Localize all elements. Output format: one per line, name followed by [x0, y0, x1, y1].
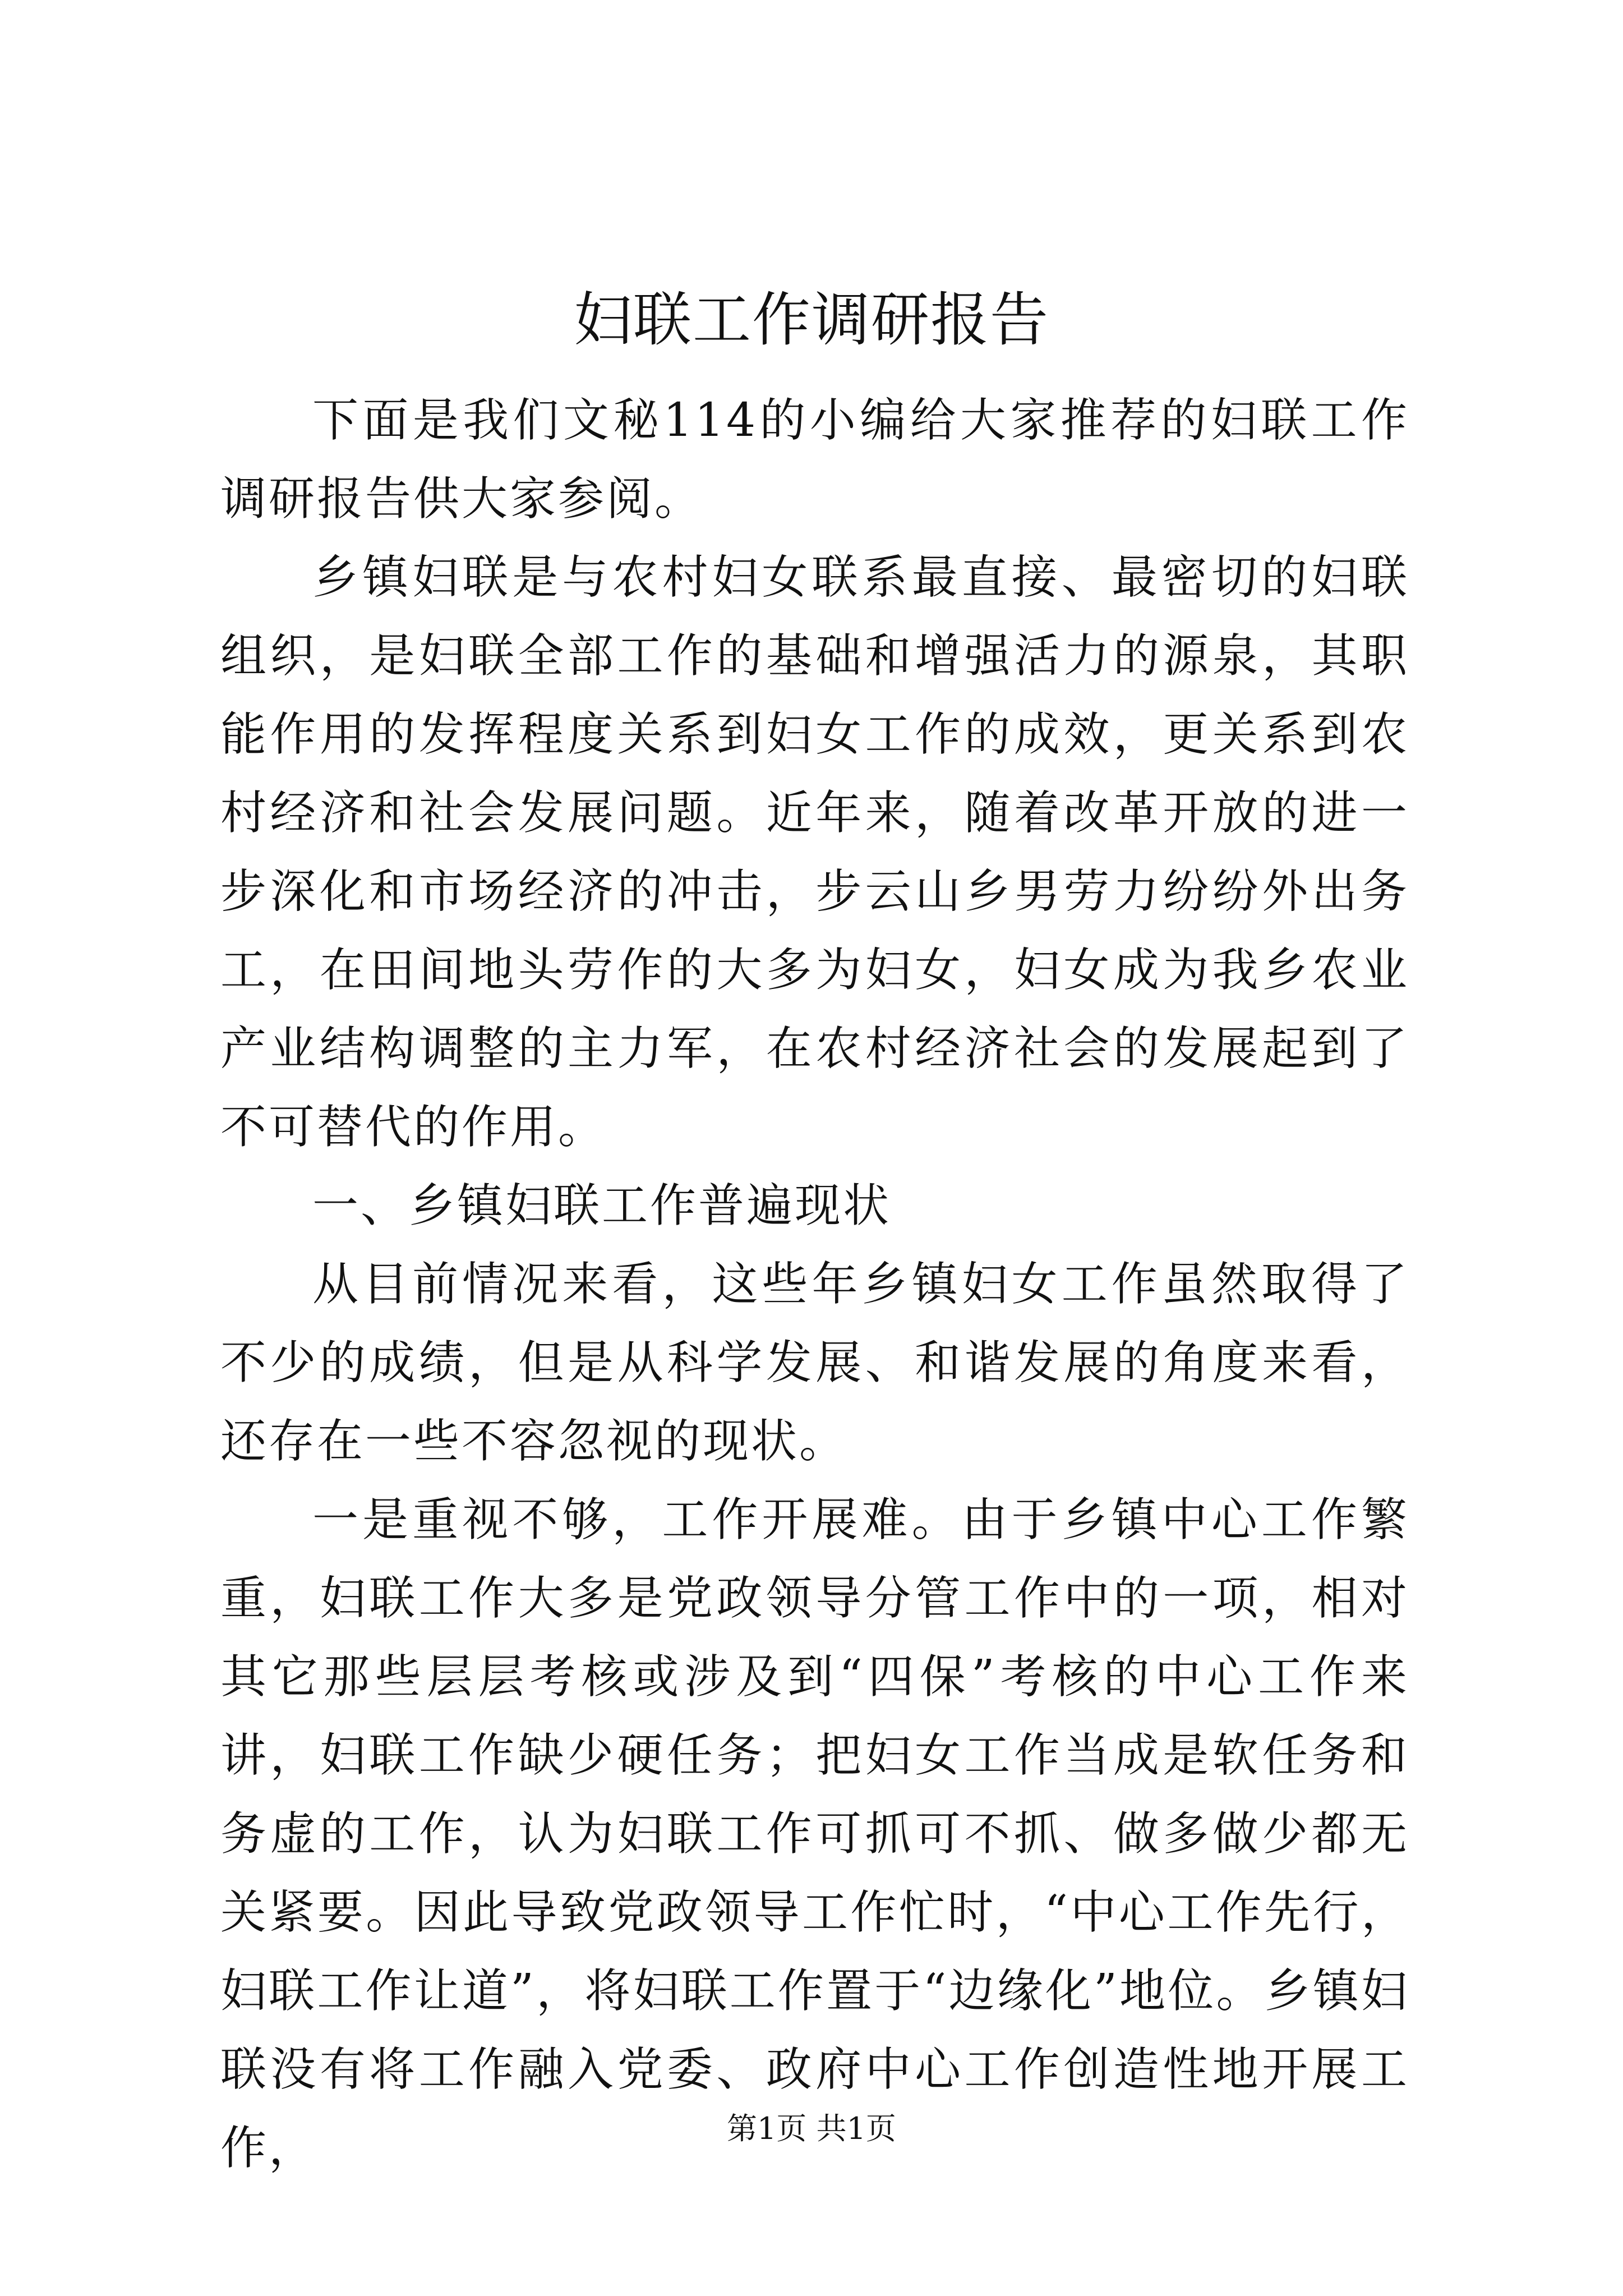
- page-footer: 第1页 共1页: [727, 2111, 896, 2146]
- document-title: 妇联工作调研报告: [573, 286, 1049, 354]
- paragraph-intro: 下面是我们文秘114的小编给大家推荐的妇联工作调研报告供大家参阅。: [220, 394, 1409, 526]
- section-heading-status: 一、乡镇妇联工作普遍现状: [312, 1179, 892, 1232]
- paragraph-background: 乡镇妇联是与农村妇女联系最直接、最密切的妇联组织，是妇联全部工作的基础和增强活力的源泉，其职能作用的发挥程度关系到妇女工作的成效，更关系到农村经济和社会发展问题。近年来，随着改革开放的进一步深化和市场经济的冲击，步云山乡男劳力纷纷外出务工，在田间地头劳作的大多为妇女，妇女成为我乡农业产业结构调整的主力军，在农村经济社会的发展起到了不可替代的作用。: [220, 551, 1409, 1154]
- document-body: [220, 381, 1409, 2188]
- paragraph-issue-one: 一是重视不够，工作开展难。由于乡镇中心工作繁重，妇联工作大多是党政领导分管工作中的一项，相对其它那些层层考核或涉及到“四保”考核的中心工作来讲，妇联工作缺少硬任务；把妇女工作当成是软任务和务虚的工作，认为妇联工作可抓可不抓、做多做少都无关紧要。因此导致党政领导工作忙时，“中心工作先行，妇联工作让道”，将妇联工作置于“边缘化”地位。乡镇妇联没有将工作融入党委、政府中心工作创造性地开展工作，: [220, 1493, 1409, 2175]
- paragraph-status-overview: 从目前情况来看，这些年乡镇妇女工作虽然取得了不少的成绩，但是从科学发展、和谐发展的角度来看，还存在一些不容忽视的现状。: [220, 1258, 1409, 1468]
